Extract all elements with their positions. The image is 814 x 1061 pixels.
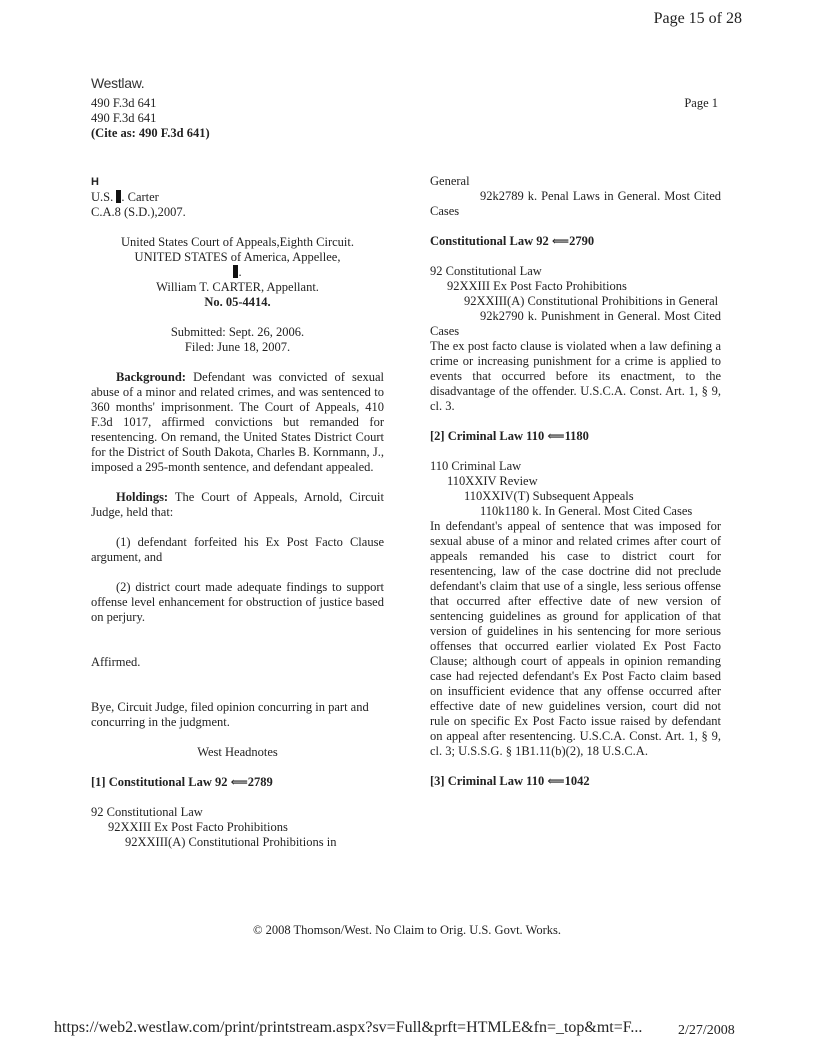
right-column (430, 174, 721, 789)
headnote-1b-heading: Constitutional Law 92 ⟸2790 (430, 234, 595, 248)
cite-as-line: (Cite as: 490 F.3d 641) (91, 126, 210, 140)
topic-line: 110XXIV(T) Subsequent Appeals (464, 489, 634, 503)
headnote-text: The ex post facto clause is violated when a law defining a crime or increasing punishment for a crime is applied to events that occurred before its enactment, to the disadvantage of the offender. U.S.C.A. Const. Art. 1, § 9, cl. 3. (430, 339, 721, 413)
history-flag-icon: H (91, 176, 99, 188)
topic-line: 92XXIII Ex Post Facto Prohibitions (108, 820, 288, 834)
topic-line: 110XXIV Review (447, 474, 538, 488)
filed-date: Filed: June 18, 2007. (184, 340, 291, 354)
case-short-title: U.S. . Carter (91, 190, 159, 204)
court-name: United States Court of Appeals,Eighth Circuit. (121, 235, 354, 249)
key-number-icon: ⟸ (547, 429, 565, 443)
submitted-date: Submitted: Sept. 26, 2006. (170, 325, 305, 339)
headnote-1-heading: [1] Constitutional Law 92 ⟸2789 (91, 775, 273, 789)
print-date: 2/27/2008 (678, 1023, 735, 1038)
topic-line: 92XXIII Ex Post Facto Prohibitions (447, 279, 627, 293)
key-number-icon: ⟸ (230, 775, 248, 789)
key-number-icon: ⟸ (547, 774, 565, 788)
court-short: C.A.8 (S.D.),2007. (91, 205, 186, 219)
topic-line: General (430, 174, 470, 188)
westlaw-logo: Westlaw. (91, 75, 145, 91)
appellant: William T. CARTER, Appellant. (156, 280, 319, 294)
background-paragraph: Background: Defendant was convicted of sexual abuse of a minor and related crimes, and was sentenced to 360 months' imprisonment. The Court of Appeals, 410 F.3d 1017, affirmed convictions but remanded for resentencing. On remand, the United States District Court for the District of South Dakota, Charles B. Kornmann, J., imposed a 295-month sentence, and defendant appealed. (91, 370, 384, 474)
copyright-footer: © 2008 Thomson/West. No Claim to Orig. U.S. Govt. Works. (252, 923, 562, 937)
page-number: Page 1 (684, 96, 718, 110)
key-number-icon: ⟸ (551, 234, 570, 248)
holdings-paragraph: Holdings: The Court of Appeals, Arnold, Circuit Judge, held that: (91, 490, 384, 519)
topic-line: 110 Criminal Law (430, 459, 522, 473)
topic-line: 110k1180 k. In General. Most Cited Cases (480, 504, 693, 518)
headnotes-title: West Headnotes (197, 745, 278, 759)
citation-line: 490 F.3d 641 (91, 96, 157, 110)
disposition: Affirmed. (91, 655, 141, 669)
holding-2: (2) district court made adequate findings to support offense level enhancement for obstruction of justice based on perjury. (91, 580, 384, 624)
left-column (91, 174, 384, 850)
citation-block (91, 96, 210, 141)
citation-line: 490 F.3d 641 (91, 111, 157, 125)
versus-line: . (91, 265, 384, 280)
print-url: https://web2.westlaw.com/print/printstream.aspx?sv=Full&prft=HTMLE&fn=_top&mt=F... (54, 1019, 643, 1036)
topic-line: 92 Constitutional Law (430, 264, 542, 278)
holding-1: (1) defendant forfeited his Ex Post Facto Clause argument, and (91, 535, 384, 564)
concurrence-note: Bye, Circuit Judge, filed opinion concurring in part and concurring in the judgment. (91, 700, 369, 729)
topic-line: 92 Constitutional Law (91, 805, 203, 819)
headnote-2-heading: [2] Criminal Law 110 ⟸1180 (430, 429, 589, 443)
headnote-3-heading: [3] Criminal Law 110 ⟸1042 (430, 774, 590, 788)
headnote-text: In defendant's appeal of sentence that was imposed for sexual abuse of a minor and related crimes after court of appeals remanded his case to district court for resentencing, law of the case doctrine did not preclude defendant's claim that use of a single, less serious offense that occurred after effective date of new version of sentencing guidelines as ground for application of that version of guidelines in his sentencing for more serious offenses that occurred earlier violated Ex Post Facto Clause; although court of appeals in opinion remanding case had rejected defendant's Ex Post Facto claim based on insufficient evidence that any offense occurred after effective date of new guidelines version, court did not rule on specific Ex Post Facto issue raised by defendant on appeal after resentencing. U.S.C.A. Const. Art. 1, § 9, cl. 3; U.S.S.G. § 1B1.11(b)(2), 18 U.S.C.A. (430, 519, 721, 758)
topic-line: 92XXIII(A) Constitutional Prohibitions in (125, 835, 337, 849)
topic-line: 92k2789 k. Penal Laws in General. Most Cited Cases (430, 189, 721, 218)
browser-page-label: Page 15 of 28 (653, 10, 742, 27)
appellee: UNITED STATES of America, Appellee, (134, 250, 341, 264)
docket-number: No. 05-4414. (204, 295, 271, 309)
topic-line: 92XXIII(A) Constitutional Prohibitions in General (464, 294, 719, 308)
topic-line: 92k2790 k. Punishment in General. Most Cited Cases (430, 309, 721, 338)
